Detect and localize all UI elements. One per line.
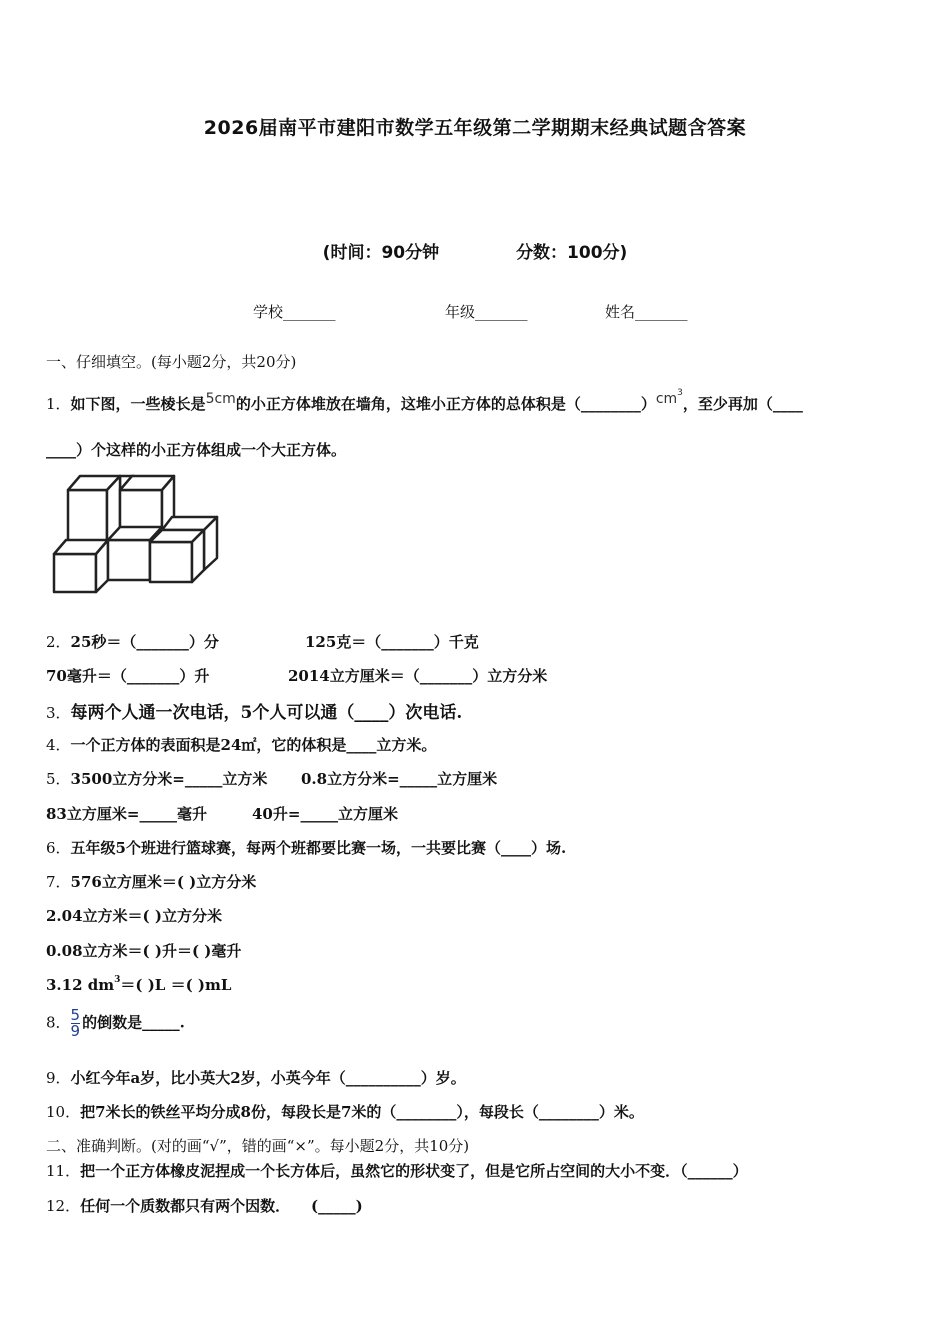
- question-2: 2．25秒＝（_______）分: [46, 633, 219, 651]
- school-field: 学校_______: [253, 303, 336, 321]
- fraction-5-9: $\frac{5}{9}$: [70, 1006, 81, 1040]
- question-1-continued: ____）个这样的小正方体组成一个大正方体。: [46, 441, 347, 459]
- total-score: 分数：100分): [516, 243, 628, 263]
- unit-cm: 5cm: [205, 391, 236, 407]
- question-1: 1．如下图，一些棱长是5cm的小正方体堆放在墙角，这堆小正方体的总体积是$(\_\_\_\_\_\_\_\_)cm^3$，至少再加（____: [46, 388, 803, 413]
- section-1-heading: 一、仔细填空。(每小题2分，共20分): [46, 353, 297, 371]
- name-field: 姓名_______: [605, 303, 688, 321]
- cube: [150, 530, 204, 582]
- question-3: 3．每两个人通一次电话，5个人可以通（____）次电话.: [46, 703, 463, 723]
- question-12: 12．任何一个质数都只有两个因数． (_____): [46, 1197, 363, 1215]
- grade-field: 年级_______: [445, 303, 528, 321]
- question-9: 9．小红今年a岁，比小英大2岁，小英今年（__________）岁。: [46, 1069, 466, 1087]
- question-2-d: 2014立方厘米＝（_______）立方分米: [288, 667, 548, 685]
- question-4: 4．一个正方体的表面积是24㎡，它的体积是____立方米。: [46, 736, 437, 754]
- question-number: 1．: [46, 395, 71, 413]
- time-limit: (时间：90分钟: [322, 243, 440, 263]
- question-2-c: 70毫升＝（_______）升: [46, 667, 210, 685]
- question-5-b: 0.8立方分米=_____立方厘米: [301, 770, 498, 788]
- question-6: 6．五年级5个班进行篮球赛，每两个班都要比赛一场，一共要比赛（____）场.: [46, 839, 567, 857]
- cube-stack-figure: [52, 470, 222, 596]
- cube: [54, 540, 108, 592]
- exam-title: 2026届南平市建阳市数学五年级第二学期期末经典试题含答案: [203, 117, 747, 139]
- question-7-d: 3.12 $dm^3=$( )L ＝( )mL: [46, 975, 232, 994]
- unit-cm3: $cm^3$: [655, 388, 683, 407]
- question-8: 8．$\frac{5}{9}$ 的倒数是_____.: [46, 1006, 185, 1040]
- section-2-heading: 二、准确判断。(对的画“√”，错的画“×”。每小题2分，共10分): [46, 1137, 470, 1155]
- question-5-c: 83立方厘米=_____毫升: [46, 805, 207, 823]
- question-5-d: 40升=_____立方厘米: [252, 805, 398, 823]
- question-7: 7．576立方厘米＝( )立方分米: [46, 873, 257, 891]
- exam-subtitle: [0, 238, 950, 263]
- question-11: 11．把一个正方体橡皮泥捏成一个长方体后，虽然它的形状变了，但是它所占空间的大小不变．（______）: [46, 1162, 748, 1180]
- question-2-b: 125克＝（_______）千克: [305, 633, 479, 651]
- question-10: 10．把7米长的铁丝平均分成8份，每段长是7米的（________），每段长（________）米。: [46, 1103, 644, 1121]
- question-7-b: 2.04立方米＝( )立方分米: [46, 907, 222, 925]
- question-5: 5．3500立方分米=_____立方米: [46, 770, 268, 788]
- question-7-c: 0.08立方米＝( )升＝( )毫升: [46, 942, 242, 960]
